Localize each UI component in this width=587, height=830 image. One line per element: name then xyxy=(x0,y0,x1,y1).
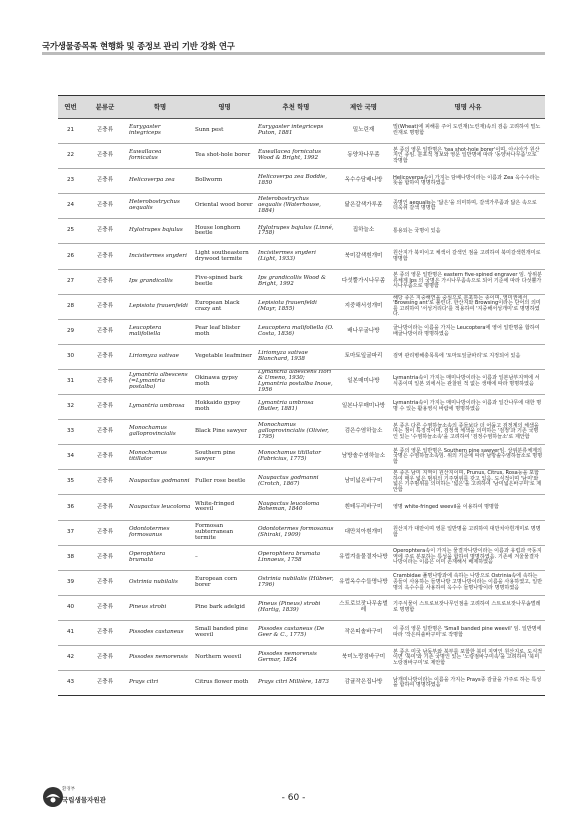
english-name: Southern pine sawyer xyxy=(193,445,256,470)
scientific-name: Naupactus godmanni xyxy=(127,470,193,495)
english-name: Pear leaf blister moth xyxy=(193,319,256,344)
table-row xyxy=(58,119,545,144)
table-row xyxy=(58,269,545,294)
naming-reason: 본 종의 영문 일반명은 eastern five-spined engraver 임. 상위분류체계 Ips 의 국명은 가시나무좀속으로 되어 기준에 따라 다섯뿔가시나무좀으로 명명함 xyxy=(391,269,545,294)
row-number: 28 xyxy=(58,294,83,319)
scientific-name: Euwallacea fornicatus xyxy=(127,144,193,169)
taxon-group: 곤충류 xyxy=(83,269,127,294)
naming-reason: 남개미나방이라는 이름을 가지는 Prays종 감귤을 가주로 하는 특성을 합하여 명명하였음 xyxy=(391,671,545,696)
taxon-group: 곤충류 xyxy=(83,570,127,595)
table-row xyxy=(58,570,545,595)
proposed-korean-name: 토마토잎굴파리 xyxy=(336,344,391,369)
naming-reason: 기주식물이 스트로브잣나무인점을 고려하여 스트로브잣나무솜벌레로 명명함 xyxy=(391,595,545,620)
english-name: Oriental wood borer xyxy=(193,194,256,219)
scientific-name: Lymantria umbrosa xyxy=(127,395,193,420)
english-name: Northern weevil xyxy=(193,645,256,670)
recommended-name: Eurygaster integriceps Puton, 1881 xyxy=(256,119,336,144)
scientific-name: Operophtera brumata xyxy=(127,545,193,570)
table-row xyxy=(58,319,545,344)
english-name: Okinawa gypsy moth xyxy=(193,369,256,394)
row-number: 35 xyxy=(58,470,83,495)
row-number: 42 xyxy=(58,645,83,670)
scientific-name: Hylotrupes bajulus xyxy=(127,219,193,244)
row-number: 24 xyxy=(58,194,83,219)
proposed-korean-name: 작은띠솔바구미 xyxy=(336,620,391,645)
scientific-name: Ips grandicollis xyxy=(127,269,193,294)
english-name: Black Pine sawyer xyxy=(193,420,256,445)
naming-reason: 통용되는 국명이 있음 xyxy=(391,219,545,244)
taxon-group: 곤충류 xyxy=(83,520,127,545)
table-header-row xyxy=(58,96,545,119)
proposed-korean-name: 북미노랑점바구미 xyxy=(336,645,391,670)
naming-reason: Lymantria속이 가지는 매미나방이라는 이름과 일간나무에 대한 명명 수 있는 활용영식 바람에 명명하였음 xyxy=(391,395,545,420)
english-name: House longhorn beetle xyxy=(193,219,256,244)
taxon-group: 곤충류 xyxy=(83,194,127,219)
ministry-label: 환경부 xyxy=(62,787,76,792)
table-row xyxy=(58,671,545,696)
naming-reason: 종명인 aequalis는 '닮은'을 의미하며, 갈색가루좀과 닮은 속으로 더욱쉬 갈색 명명함 xyxy=(391,194,545,219)
table-row xyxy=(58,169,545,194)
taxon-group: 곤충류 xyxy=(83,369,127,394)
table-row xyxy=(58,219,545,244)
scientific-name: Leucoptera malifoliella xyxy=(127,319,193,344)
scientific-name: Helicoverpa zea xyxy=(127,169,193,194)
taxon-group: 곤충류 xyxy=(83,169,127,194)
col-header-no: 연번 xyxy=(58,96,83,119)
proposed-korean-name: 흰테두리바구미 xyxy=(336,495,391,520)
recommended-name: Heterobostrychus aequalis (Waterhouse, 1884) xyxy=(256,194,336,219)
english-name: White-fringed weevil xyxy=(193,495,256,520)
scientific-name: Ostrinia nubilalis xyxy=(127,570,193,595)
english-name: Five-spined bark beetle xyxy=(193,269,256,294)
taxon-group: 곤충류 xyxy=(83,645,127,670)
proposed-korean-name: 지중해서성개미 xyxy=(336,294,391,319)
naming-reason: 본 종은 남미 지역이 원산지이며, Prunus, Citrus, Rosa등을 포함하여 매우 넓은 범위의 기주범위를 갖고 있음. 도식적이며 '남미'와 넓은 기주범위를 의미하는 '넓은'을 고려하여 '남미넓은바구미'로 제안함 xyxy=(391,470,545,495)
taxon-group: 곤충류 xyxy=(83,495,127,520)
naming-reason: Lymantria속이 가지는 매미나방이라는 이름과 일본남부지역에 서식종이며 일본 외에서는 관찰된 적 없는 생태에 따라 명명하였음 xyxy=(391,369,545,394)
row-number: 37 xyxy=(58,520,83,545)
recommended-name: Odontotermes formosanus (Shiraki, 1909) xyxy=(256,520,336,545)
english-name: Sunn pest xyxy=(193,119,256,144)
recommended-name: Lepisiota frauenfeldi (Mayr, 1855) xyxy=(256,294,336,319)
proposed-korean-name: 집하늘소 xyxy=(336,219,391,244)
recommended-name: Lymantria umbrosa (Butler, 1881) xyxy=(256,395,336,420)
row-number: 29 xyxy=(58,319,83,344)
col-header-scientific-name: 학명 xyxy=(127,96,193,119)
taxon-group: 곤충류 xyxy=(83,244,127,269)
table-row xyxy=(58,244,545,269)
row-number: 22 xyxy=(58,144,83,169)
table-row xyxy=(58,344,545,369)
recommended-name: Pissodes nemorensis Germar, 1824 xyxy=(256,645,336,670)
taxon-group: 곤충류 xyxy=(83,294,127,319)
naming-reason: 원산지가 북미이고 체색이 갈색인 점을 고려하여 북미갈색흰개미로 명명함 xyxy=(391,244,545,269)
taxon-group: 곤충류 xyxy=(83,470,127,495)
table-row xyxy=(58,645,545,670)
english-name: Bollworm xyxy=(193,169,256,194)
recommended-name: Monochamus galloprovincialis (Olivier, 1795) xyxy=(256,420,336,445)
row-number: 23 xyxy=(58,169,83,194)
naming-reason: 밀(Wheat)에 피해를 주어 도린재(노린재)속의 검음 고려하여 밀노린재로 명명함 xyxy=(391,119,545,144)
scientific-name: Liriomyza sativae xyxy=(127,344,193,369)
recommended-name: Operophtera brumata Linnaeus, 1758 xyxy=(256,545,336,570)
naming-reason: Operophtera속이 가지는 물결자나방이라는 이름과 유럽과 극동지역에 주로 분포하는 특성을 합하여 명명하였음. 기존에 겨울물결자나방이라는 이름은 이미 존재해서 배제하였음 xyxy=(391,545,545,570)
recommended-name: Pissodes castaneus (De Geer & C., 1775) xyxy=(256,620,336,645)
row-number: 34 xyxy=(58,445,83,470)
row-number: 21 xyxy=(58,119,83,144)
table-row xyxy=(58,194,545,219)
scientific-name: Lepisiota frauenfeldi xyxy=(127,294,193,319)
table-row xyxy=(58,395,545,420)
english-name: Light southeastern drywood termite xyxy=(193,244,256,269)
taxon-group: 곤충류 xyxy=(83,319,127,344)
row-number: 32 xyxy=(58,395,83,420)
scientific-name: Heterobostrychus aequalis xyxy=(127,194,193,219)
proposed-korean-name: 감귤작은집나방 xyxy=(336,671,391,696)
taxon-group: 곤충류 xyxy=(83,219,127,244)
proposed-korean-name: 스트로브잣나무솜벌레 xyxy=(336,595,391,620)
col-header-english-name: 영명 xyxy=(193,96,256,119)
taxon-group: 곤충류 xyxy=(83,671,127,696)
proposed-korean-name: 북미갈색흰개미 xyxy=(336,244,391,269)
recommended-name: Leucoptera malifoliella (O. Costa, 1836) xyxy=(256,319,336,344)
page-header-title: 국가생물종목록 현행화 및 종정보 관리 기반 강화 연구 xyxy=(42,41,235,51)
english-name: Pine bark adelgid xyxy=(193,595,256,620)
proposed-korean-name: 유럽겨울물결자나방 xyxy=(336,545,391,570)
table-row xyxy=(58,420,545,445)
naming-reason: Crambidae 풀명나방과에 속하는 나방으로 Ostrinia속에 속하는 종들이 사용하는 들명나방 고명나방이라는 이름을 사용하였고, 일반명의 옥수수를 사용하여 옥수수 들명나방이라 명명하였음 xyxy=(391,570,545,595)
naming-reason: 본 종의 영문 일반명은 Southern pine sawyer임. 상위분류체계의 국명은 수염하늘소속임. 위의 기준에 따라 남방솔수염하늘소로 명명함 xyxy=(391,445,545,470)
proposed-korean-name: 동양차나무좀 xyxy=(336,144,391,169)
proposed-korean-name: 대만치아흰개미 xyxy=(336,520,391,545)
recommended-name: Pineus (Pineus) strobi (Hartig, 1839) xyxy=(256,595,336,620)
proposed-korean-name: 일본나무매미나방 xyxy=(336,395,391,420)
table-row xyxy=(58,495,545,520)
taxon-group: 곤충류 xyxy=(83,119,127,144)
institute-name: 국립생물자원관 xyxy=(62,796,106,804)
page-number: - 60 - xyxy=(281,793,306,803)
proposed-korean-name: 일본매미나방 xyxy=(336,369,391,394)
scientific-name: Prays citri xyxy=(127,671,193,696)
naming-reason: 본 종은 미국 남동부와 북부를 포함한 북미 지역인 원산지로, 도식적이면 '북미'와 기존 국명인 있는 '노랑점바구미속'을 고려하여 '북미노랑점바구미'로 제안함 xyxy=(391,645,545,670)
proposed-korean-name: 다섯뿔가시나무좀 xyxy=(336,269,391,294)
proposed-korean-name: 유럽옥수수들명나방 xyxy=(336,570,391,595)
english-name: Tea shot-hole borer xyxy=(193,144,256,169)
recommended-name: Incisitermes snyderi (Light, 1933) xyxy=(256,244,336,269)
col-header-class: 분류군 xyxy=(83,96,127,119)
english-name: – xyxy=(193,545,256,570)
recommended-name: Prays citri Millière, 1873 xyxy=(256,671,336,696)
naming-reason: 영명 white-fringed weevil을 이용하여 명명함 xyxy=(391,495,545,520)
table-row xyxy=(58,595,545,620)
scientific-name: Pineus strobi xyxy=(127,595,193,620)
naming-reason: 굴나방이라는 이름을 가지는 Leucoptera에 영어 일반명을 합하여 배굴나방이라 명명하였음 xyxy=(391,319,545,344)
col-header-naming-reason: 명명 사유 xyxy=(391,96,545,119)
recommended-name: Euwallacea fornicatus Wood & Bright, 1992 xyxy=(256,144,336,169)
table-row xyxy=(58,620,545,645)
naming-reason: Helicoverpa속이 가지는 담배나방이라는 이름과 Zea 옥수수라는 뜻을 합하여 명명하였음 xyxy=(391,169,545,194)
english-name: European corn borer xyxy=(193,570,256,595)
proposed-korean-name: 남미넓은바구미 xyxy=(336,470,391,495)
table-row xyxy=(58,294,545,319)
scientific-name: Monochamus galloprovincialis xyxy=(127,420,193,445)
header-rule xyxy=(42,52,545,55)
recommended-name: Monochamus titillator (Fabricius, 1775) xyxy=(256,445,336,470)
english-name: European black crazy ant xyxy=(193,294,256,319)
row-number: 31 xyxy=(58,369,83,394)
col-header-recommended-name: 추천 학명 xyxy=(256,96,336,119)
recommended-name: Naupactus godmanni (Crotch, 1867) xyxy=(256,470,336,495)
recommended-name: Ostrinia nubilalis (Hübner, 1796) xyxy=(256,570,336,595)
taxon-group: 곤충류 xyxy=(83,595,127,620)
recommended-name: Helicoverpa zea Boddie, 1850 xyxy=(256,169,336,194)
english-name: Citrus flower moth xyxy=(193,671,256,696)
row-number: 38 xyxy=(58,545,83,570)
english-name: Vegetable leafminer xyxy=(193,344,256,369)
table-row xyxy=(58,520,545,545)
recommended-name: Lymantria albescens Hori & Umeno, 1930; Lymantria postalba Inoue, 1956 xyxy=(256,369,336,394)
species-table xyxy=(58,95,545,696)
taxon-group: 곤충류 xyxy=(83,144,127,169)
taxon-group: 곤충류 xyxy=(83,445,127,470)
table-row xyxy=(58,545,545,570)
scientific-name: Pissodes castaneus xyxy=(127,620,193,645)
row-number: 27 xyxy=(58,269,83,294)
table-row xyxy=(58,369,545,394)
english-name: Fuller rose beetle xyxy=(193,470,256,495)
english-name: Small banded pine weevil xyxy=(193,620,256,645)
row-number: 25 xyxy=(58,219,83,244)
naming-reason: 검역 관리병해충목록에 '토마토잎굴파리'로 지정되어 있음 xyxy=(391,344,545,369)
scientific-name: Incisitermes snyderi xyxy=(127,244,193,269)
table-row xyxy=(58,144,545,169)
english-name: Hokkaido gypsy moth xyxy=(193,395,256,420)
naming-reason: 본 종의 영문 일반명은 'tea shot-hole borer'이며, 아시아가 원산지인 종임. 분포적 정보와 영문 일반명에 따라 '동양차나무좀'으로 작명함 xyxy=(391,144,545,169)
taxon-group: 곤충류 xyxy=(83,395,127,420)
english-name: Formosan subterranean termite xyxy=(193,520,256,545)
proposed-korean-name: 검은수염하늘소 xyxy=(336,420,391,445)
scientific-name: Pissodes nemorensis xyxy=(127,645,193,670)
taxon-group: 곤충류 xyxy=(83,344,127,369)
naming-reason: 해당 종은 지중해연을 중심으로 분포하는 종이며, 영미권에서 'Browsing ant'로 불린다. 한산지와 Browsing이라는 단어의 의미를 고려하여 '서성거리다'를 적용하여 '지중해서성개미'로 명명하였다. xyxy=(391,294,545,319)
row-number: 43 xyxy=(58,671,83,696)
row-number: 30 xyxy=(58,344,83,369)
proposed-korean-name: 닮은갈색가루좀 xyxy=(336,194,391,219)
scientific-name: Naupactus leucoloma xyxy=(127,495,193,520)
taxon-group: 곤충류 xyxy=(83,545,127,570)
scientific-name: Eurygaster integriceps xyxy=(127,119,193,144)
naming-reason: 본 종은 다른 수염하늘소속의 종들보다 더 어둡고 검정계의 체색을 띠는 점이 특징적이며, 검정색 체색을 의미하는 '검정'과 기존 국명인 있는 '수염하늘소속'을 고려하여 '검정수염하늘소'로 제안함 xyxy=(391,420,545,445)
col-header-proposed-korean-name: 제안 국명 xyxy=(336,96,391,119)
row-number: 36 xyxy=(58,495,83,520)
recommended-name: Hylotrupes bajulus (Linné, 1758) xyxy=(256,219,336,244)
recommended-name: Liriomyza sativae Blanchard, 1938 xyxy=(256,344,336,369)
row-number: 33 xyxy=(58,420,83,445)
naming-reason: 이 종의 영문 일반명은 'Small banded pine weevil' 임. 일반명에 따라 '작은띠솔바구미'로 작명함 xyxy=(391,620,545,645)
proposed-korean-name: 밀노린재 xyxy=(336,119,391,144)
recommended-name: Naupactus leucoloma Boheman, 1840 xyxy=(256,495,336,520)
scientific-name: Lymantria albescens (=Lymantria postalba) xyxy=(127,369,193,394)
table-row xyxy=(58,445,545,470)
row-number: 40 xyxy=(58,595,83,620)
row-number: 26 xyxy=(58,244,83,269)
recommended-name: Ips grandicollis Wood & Bright, 1992 xyxy=(256,269,336,294)
proposed-korean-name: 배나무굴나방 xyxy=(336,319,391,344)
proposed-korean-name: 옥수수담배나방 xyxy=(336,169,391,194)
row-number: 39 xyxy=(58,570,83,595)
taxon-group: 곤충류 xyxy=(83,420,127,445)
naming-reason: 원산지가 대만이며 영문 일반명을 고려하여 대만치아흰개미로 명명함 xyxy=(391,520,545,545)
scientific-name: Monochamus titillator xyxy=(127,445,193,470)
table-row xyxy=(58,470,545,495)
row-number: 41 xyxy=(58,620,83,645)
taxon-group: 곤충류 xyxy=(83,620,127,645)
scientific-name: Odontotermes formosanus xyxy=(127,520,193,545)
proposed-korean-name: 남방솔수염하늘소 xyxy=(336,445,391,470)
